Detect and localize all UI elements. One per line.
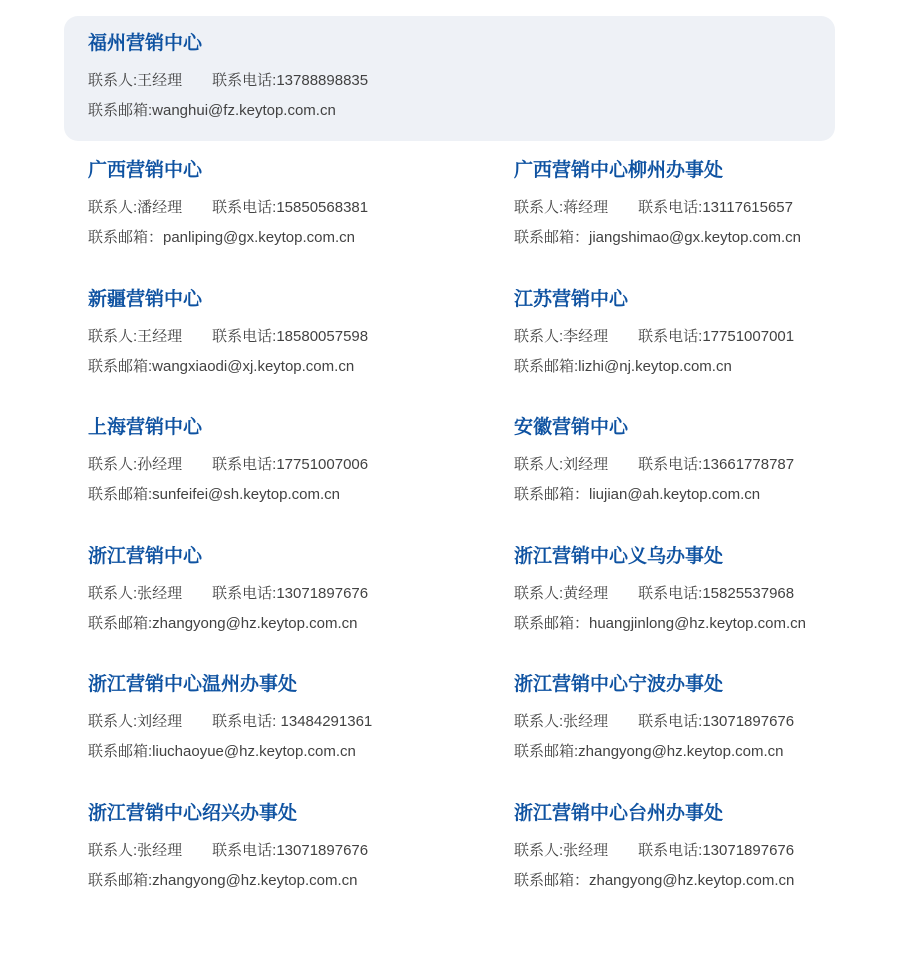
contact-email: 联系邮箱:lizhi@nj.keytop.com.cn	[514, 357, 732, 375]
contact-email: 联系邮箱：panliping@gx.keytop.com.cn	[88, 229, 355, 246]
contact-email: 联系邮箱:liuchaoyue@hz.keytop.com.cn	[88, 743, 356, 761]
center-card[interactable]	[514, 160, 835, 289]
featured-center-slot	[64, 16, 835, 141]
contact-person: 联系人:张经理	[88, 841, 183, 859]
contact-phone: 联系电话:13117615657	[638, 199, 793, 216]
email-line	[514, 484, 835, 505]
email-line	[88, 227, 514, 248]
contact-person: 联系人:张经理	[88, 584, 183, 602]
center-name: 江苏营销中心	[514, 288, 629, 310]
center-name: 安徽营销中心	[514, 417, 629, 439]
contact-line	[514, 583, 835, 604]
centers-grid	[88, 160, 835, 932]
contact-phone: 联系电话:13071897676	[212, 584, 369, 602]
email-line	[88, 356, 514, 377]
email-line	[514, 741, 835, 762]
contact-phone: 联系电话:15850568381	[212, 199, 369, 216]
contact-phone: 联系电话: 13484291361	[212, 713, 373, 731]
contact-person: 联系人:潘经理	[88, 199, 183, 216]
center-name: 浙江营销中心宁波办事处	[514, 674, 724, 696]
center-card[interactable]	[88, 803, 514, 932]
contact-person: 联系人:刘经理	[88, 713, 183, 731]
contact-email: 联系邮箱：zhangyong@hz.keytop.com.cn	[514, 871, 795, 889]
contact-line	[514, 711, 835, 732]
contact-email: 联系邮箱:wangxiaodi@xj.keytop.com.cn	[88, 357, 355, 375]
contact-phone: 联系电话:13071897676	[638, 841, 795, 859]
contact-phone: 联系电话:13071897676	[212, 841, 369, 859]
contact-phone: 联系电话:13788898835	[212, 72, 369, 89]
contact-line	[88, 583, 514, 604]
contact-person: 联系人:王经理	[88, 72, 183, 89]
contact-phone: 联系电话:15825537968	[638, 584, 795, 602]
contact-email: 联系邮箱：liujian@ah.keytop.com.cn	[514, 486, 761, 504]
center-name: 浙江营销中心	[88, 545, 203, 567]
center-card[interactable]	[514, 546, 835, 675]
center-name: 广西营销中心	[88, 160, 203, 181]
center-card[interactable]	[88, 674, 514, 803]
contact-person: 联系人:李经理	[514, 327, 609, 345]
contact-line	[88, 326, 514, 347]
contact-person: 联系人:刘经理	[514, 456, 609, 474]
center-card-featured[interactable]	[64, 16, 835, 141]
contact-email: 联系邮箱:sunfeifei@sh.keytop.com.cn	[88, 486, 340, 504]
contact-line	[514, 197, 835, 218]
center-card[interactable]	[88, 546, 514, 675]
contact-phone: 联系电话:17751007001	[638, 327, 795, 345]
contact-email: 联系邮箱:zhangyong@hz.keytop.com.cn	[88, 871, 358, 889]
email-line	[88, 870, 514, 891]
center-card[interactable]	[514, 674, 835, 803]
contact-person: 联系人:张经理	[514, 713, 609, 731]
center-card[interactable]	[88, 160, 514, 289]
contact-email: 联系邮箱:zhangyong@hz.keytop.com.cn	[88, 614, 358, 632]
contact-line	[514, 454, 835, 475]
contact-person: 联系人:蒋经理	[514, 199, 609, 216]
contact-email: 联系邮箱:wanghui@fz.keytop.com.cn	[88, 102, 336, 119]
contact-person: 联系人:黄经理	[514, 584, 609, 602]
contact-line	[88, 197, 514, 218]
contact-line	[88, 70, 811, 91]
email-line	[514, 613, 835, 634]
center-name: 福州营销中心	[88, 33, 203, 54]
center-name: 浙江营销中心台州办事处	[514, 802, 724, 824]
contact-line	[514, 326, 835, 347]
contact-line	[88, 711, 514, 732]
email-line	[514, 356, 835, 377]
contact-person: 联系人:张经理	[514, 841, 609, 859]
contact-phone: 联系电话:13661778787	[638, 456, 795, 474]
center-name: 浙江营销中心义乌办事处	[514, 545, 724, 567]
contact-phone: 联系电话:17751007006	[212, 456, 369, 474]
contact-person: 联系人:孙经理	[88, 456, 183, 474]
email-line	[514, 227, 835, 248]
center-card[interactable]	[514, 803, 835, 932]
center-name: 广西营销中心柳州办事处	[514, 160, 724, 181]
contact-email: 联系邮箱:zhangyong@hz.keytop.com.cn	[514, 743, 784, 761]
center-name: 上海营销中心	[88, 417, 203, 439]
email-line	[88, 100, 811, 121]
email-line	[514, 870, 835, 891]
center-card[interactable]	[88, 417, 514, 546]
contact-line	[514, 840, 835, 861]
contact-email: 联系邮箱：jiangshimao@gx.keytop.com.cn	[514, 229, 801, 246]
center-card[interactable]	[88, 289, 514, 418]
contact-person: 联系人:王经理	[88, 327, 183, 345]
center-name: 新疆营销中心	[88, 288, 203, 310]
contact-phone: 联系电话:13071897676	[638, 713, 795, 731]
center-name: 浙江营销中心温州办事处	[88, 674, 298, 696]
center-card[interactable]	[514, 417, 835, 546]
contact-line	[88, 840, 514, 861]
center-card[interactable]	[514, 289, 835, 418]
email-line	[88, 613, 514, 634]
email-line	[88, 484, 514, 505]
contact-phone: 联系电话:18580057598	[212, 327, 369, 345]
contact-email: 联系邮箱：huangjinlong@hz.keytop.com.cn	[514, 614, 807, 632]
email-line	[88, 741, 514, 762]
center-name: 浙江营销中心绍兴办事处	[88, 802, 298, 824]
contact-line	[88, 454, 514, 475]
